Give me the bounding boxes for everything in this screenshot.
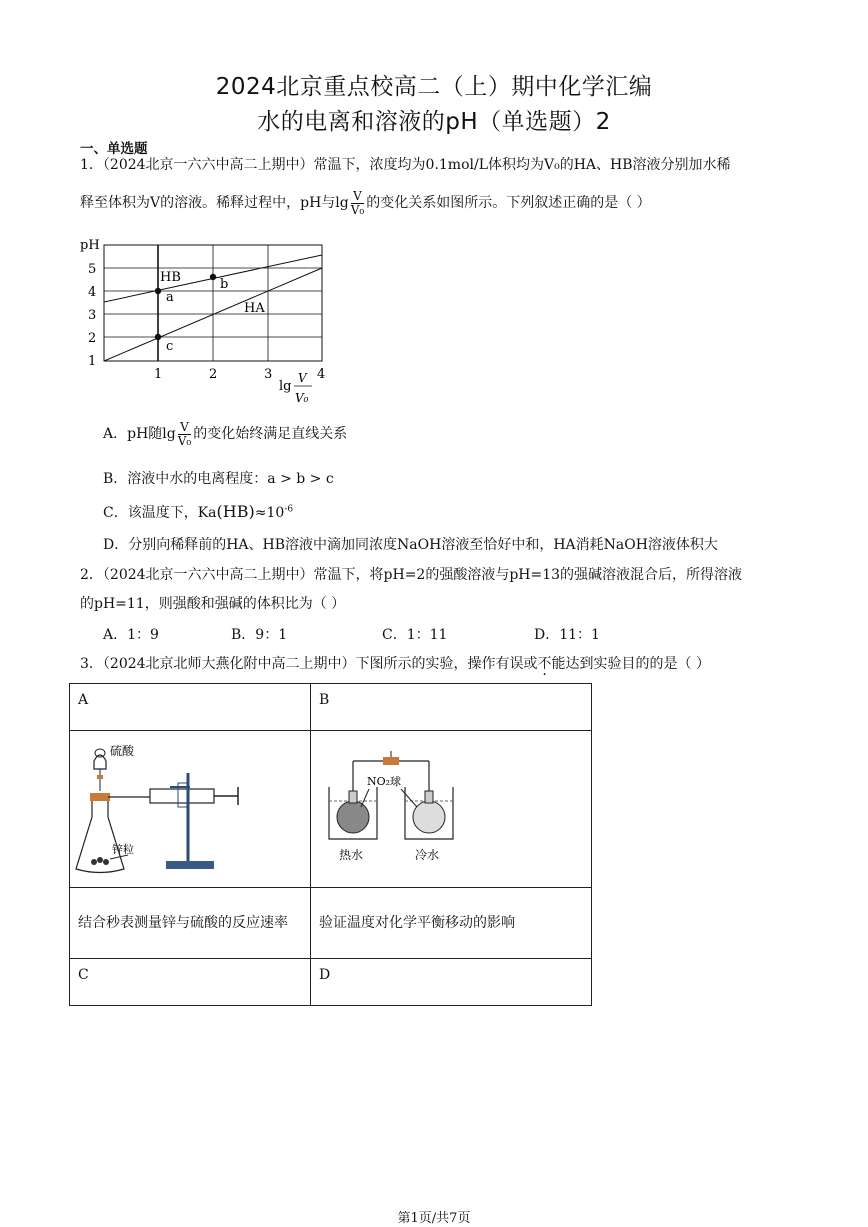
y-tick: 4 xyxy=(88,285,97,300)
point-label-b: b xyxy=(220,277,229,292)
section-heading: 一、单选题 xyxy=(80,141,148,157)
zinc-label: 锌粒 xyxy=(112,843,134,856)
no2-equilibrium-apparatus xyxy=(311,731,591,883)
cell-label-b: B xyxy=(311,684,592,731)
q2-option-a: A．1：9 xyxy=(103,627,159,643)
x-axis-frac-den: V₀ xyxy=(295,391,309,405)
q2-option-d: D．11：1 xyxy=(534,627,600,643)
q1-option-c: C．该温度下，$Ka(HB)\approx 10^{-6}$ xyxy=(103,502,294,521)
page-subtitle: 水的电离和溶液的pH（单选题）2 xyxy=(257,109,611,135)
desc-a: 结合秒表测量锌与硫酸的反应速率 xyxy=(70,888,311,959)
q1-stem-line2: 释至体积为V的溶液。稀释过程中，pH与lg $\frac{V}{\text{V₀}}$ 的变化关系如图所示。下列叙述正确的是（ ） xyxy=(80,189,651,217)
x-axis-frac-num: V xyxy=(298,371,307,385)
lg-fraction: $\frac{V}{\text{V₀}}$ xyxy=(350,189,365,217)
page-title: 2024北京重点校高二（上）期中化学汇编 xyxy=(215,74,653,100)
q1-option-a: A．pH随lg $\frac{V}{\text{V₀}}$ 的变化始终满足直线关系 xyxy=(103,420,348,448)
x-axis-label-lg: lg xyxy=(279,379,292,394)
x-tick: 1 xyxy=(154,367,163,382)
x-tick: 3 xyxy=(264,367,273,382)
desc-b: 验证温度对化学平衡移动的影响 xyxy=(311,888,592,959)
cell-image-a xyxy=(70,731,311,888)
q2-stem-line2: 的pH=11，则强酸和强碱的体积比为（ ） xyxy=(80,596,346,612)
point-a xyxy=(155,288,161,294)
point-c xyxy=(155,334,161,340)
cold-water-label: 冷水 xyxy=(415,848,440,862)
x-tick: 4 xyxy=(317,367,326,382)
q1-option-d: D．分别向稀释前的HA、HB溶液中滴加同浓度NaOH溶液至恰好中和，HA消耗NaOH溶液体积大 xyxy=(103,537,718,553)
ph-dilution-chart xyxy=(78,235,338,415)
y-tick: 3 xyxy=(88,308,97,323)
x-tick: 2 xyxy=(209,367,218,382)
q2-stem-line1: 2．（2024北京一六六中高二上期中）常温下，将pH=2的强酸溶液与pH=13的强碱溶液混合后，所得溶液 xyxy=(80,567,743,583)
cell-label-c: C xyxy=(70,959,311,1006)
acid-label: 硫酸 xyxy=(110,744,135,758)
zinc-acid-apparatus xyxy=(70,731,310,883)
hot-water-label: 热水 xyxy=(339,848,364,862)
cell-label-a: A xyxy=(70,684,311,731)
q1-option-b: B．溶液中水的电离程度：a > b > c xyxy=(103,471,334,487)
point-label-a: a xyxy=(166,290,174,305)
point-label-c: c xyxy=(166,339,174,354)
y-tick: 5 xyxy=(88,262,97,277)
y-axis-label: pH xyxy=(80,238,100,253)
q3-stem: 3．（2024北京北师大燕化附中高二上期中）下图所示的实验，操作有误或不能达到实验目的的是（ ） xyxy=(80,656,710,672)
q3-table xyxy=(69,683,592,1006)
series-label-hb: HB xyxy=(160,270,181,285)
page-footer: 第1页/共7页 xyxy=(397,1211,471,1226)
q1-stem-line1: 1．（2024北京一六六中高二上期中）常温下，浓度均为0.1mol/L体积均为V₀的HA、HB溶液分别加水稀 xyxy=(80,157,731,173)
series-label-ha: HA xyxy=(244,301,265,316)
ball-label: NO₂球 xyxy=(367,775,402,788)
q2-option-c: C．1：11 xyxy=(382,627,448,643)
point-b xyxy=(210,274,216,280)
y-tick: 1 xyxy=(88,354,97,369)
q2-option-b: B．9：1 xyxy=(231,627,288,643)
y-tick: 2 xyxy=(88,331,97,346)
cell-image-b xyxy=(311,731,592,888)
cell-label-d: D xyxy=(311,959,592,1006)
